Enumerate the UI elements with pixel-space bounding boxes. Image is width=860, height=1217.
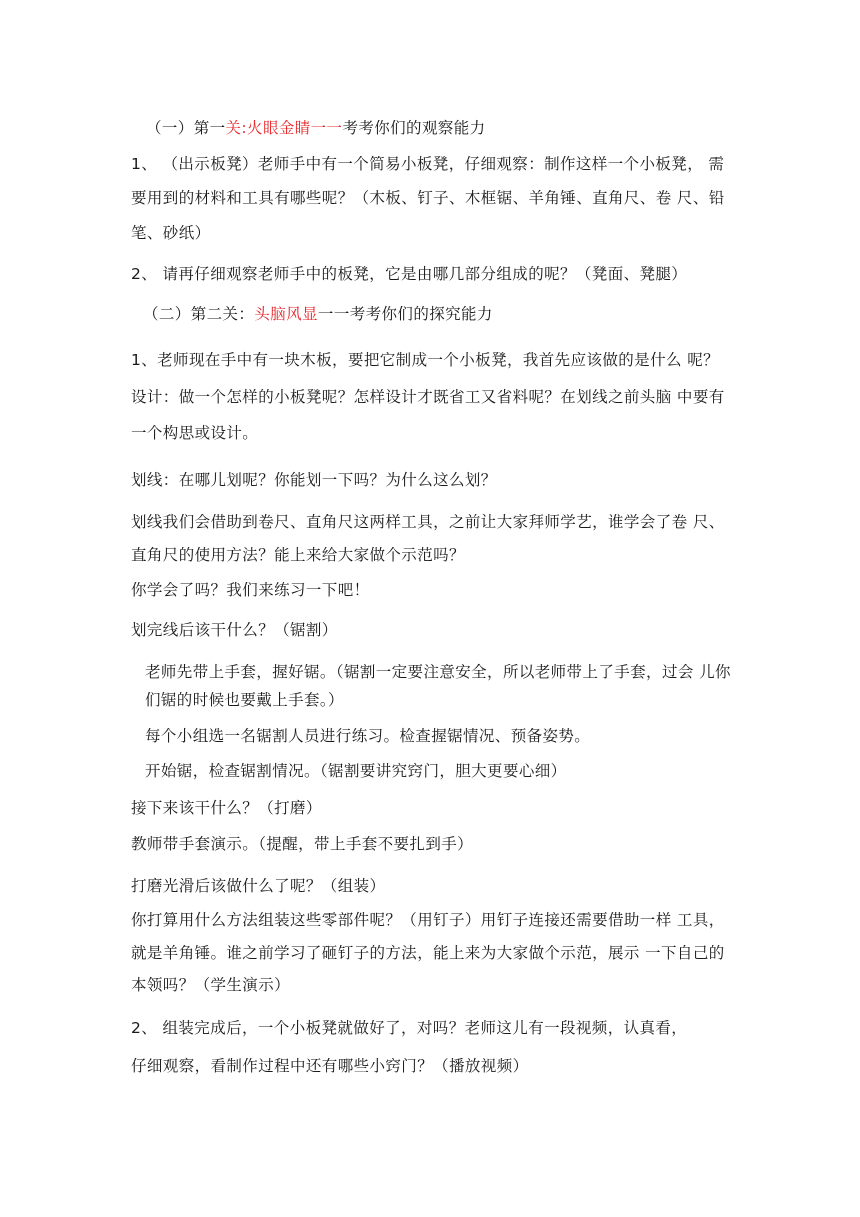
sawing-line2: 们锯的时候也要戴上手套。） (145, 691, 344, 709)
sawing-line4: 开始锯，检查锯割情况。（锯割要讲究窍门，胆大更要心细） (145, 762, 567, 780)
sawing-line1: 老师先带上手套，握好锯。（锯割一定要注意安全，所以老师带上了手套，过会 儿你 (145, 663, 731, 681)
section-heading-2-highlight: 头脑风显 (254, 305, 318, 323)
tools-line2: 直角尺的使用方法？能上来给大家做个示范吗？ (131, 546, 465, 564)
next-step-question: 接下来该干什么？（打磨） (131, 799, 322, 817)
section-heading-2-suffix: 一一考考你们的探究能力 (317, 305, 493, 323)
assembly-line3: 本领吗？（学生演示） (131, 976, 291, 994)
section-heading-1-prefix: （一）第一 (146, 119, 226, 137)
design-line1: 设计：做一个怎样的小板凳呢？怎样设计才既省工又省料呢？在划线之前头脑 中要有 (131, 388, 725, 406)
design-line2: 一个构思或设计。 (131, 424, 259, 442)
assembly-line2: 就是羊角锤。谁之前学习了砸钉子的方法，能上来为大家做个示范，展示 一下自己的 (131, 944, 725, 962)
s1-item1-line1: 1、 （出示板凳）老师手中有一个简易小板凳，仔细观察：制作这样一个小板凳， 需 (131, 155, 725, 173)
section-heading-1-suffix: 考考你们的观察能力 (342, 119, 486, 137)
section-heading-2 (143, 304, 753, 324)
section-heading-2-prefix: （二）第二关： (143, 305, 255, 323)
after-polish-question: 打磨光滑后该做什么了呢？（组装） (131, 877, 386, 895)
s2-item2-line2: 仔细观察，看制作过程中还有哪些小窍门？（播放视频） (131, 1057, 529, 1075)
tools-line1: 划线我们会借助到卷尺、直角尺这两样工具，之前让大家拜师学艺，谁学会了卷 尺、 (131, 513, 725, 531)
sawing-line3: 每个小组选一名锯割人员进行练习。检查握锯情况、预备姿势。 (145, 727, 591, 745)
s2-item2-line1: 2、 组装完成后，一个小板凳就做好了，对吗？老师这儿有一段视频，认真看， (131, 1019, 688, 1037)
s1-item2: 2、 请再仔细观察老师手中的板凳，它是由哪几部分组成的呢？（凳面、凳腿） (131, 265, 688, 283)
s1-item1-line2: 要用到的材料和工具有哪些呢？（木板、钉子、木框锯、羊角锤、直角尺、卷 尺、铅 (131, 189, 725, 207)
after-marking-question: 划完线后该干什么？（锯割） (131, 621, 338, 639)
practice-line: 你学会了吗？我们来练习一下吧！ (131, 581, 370, 599)
s1-item1-line3: 笔、砂纸） (131, 224, 211, 242)
teacher-demo-line: 教师带手套演示。（提醒，带上手套不要扎到手） (131, 835, 474, 853)
s2-item1: 1、老师现在手中有一块木板，要把它制成一个小板凳，我首先应该做的是什么 呢？ (131, 351, 719, 369)
assembly-line1: 你打算用什么方法组装这些零部件呢？（用钉子）用钉子连接还需要借助一样 工具， (131, 911, 725, 929)
marking-question: 划线：在哪儿划呢？你能划一下吗？为什么这么划？ (131, 471, 497, 489)
section-heading-1 (146, 118, 756, 138)
section-heading-1-highlight: 关:火眼金睛一一 (225, 119, 343, 137)
